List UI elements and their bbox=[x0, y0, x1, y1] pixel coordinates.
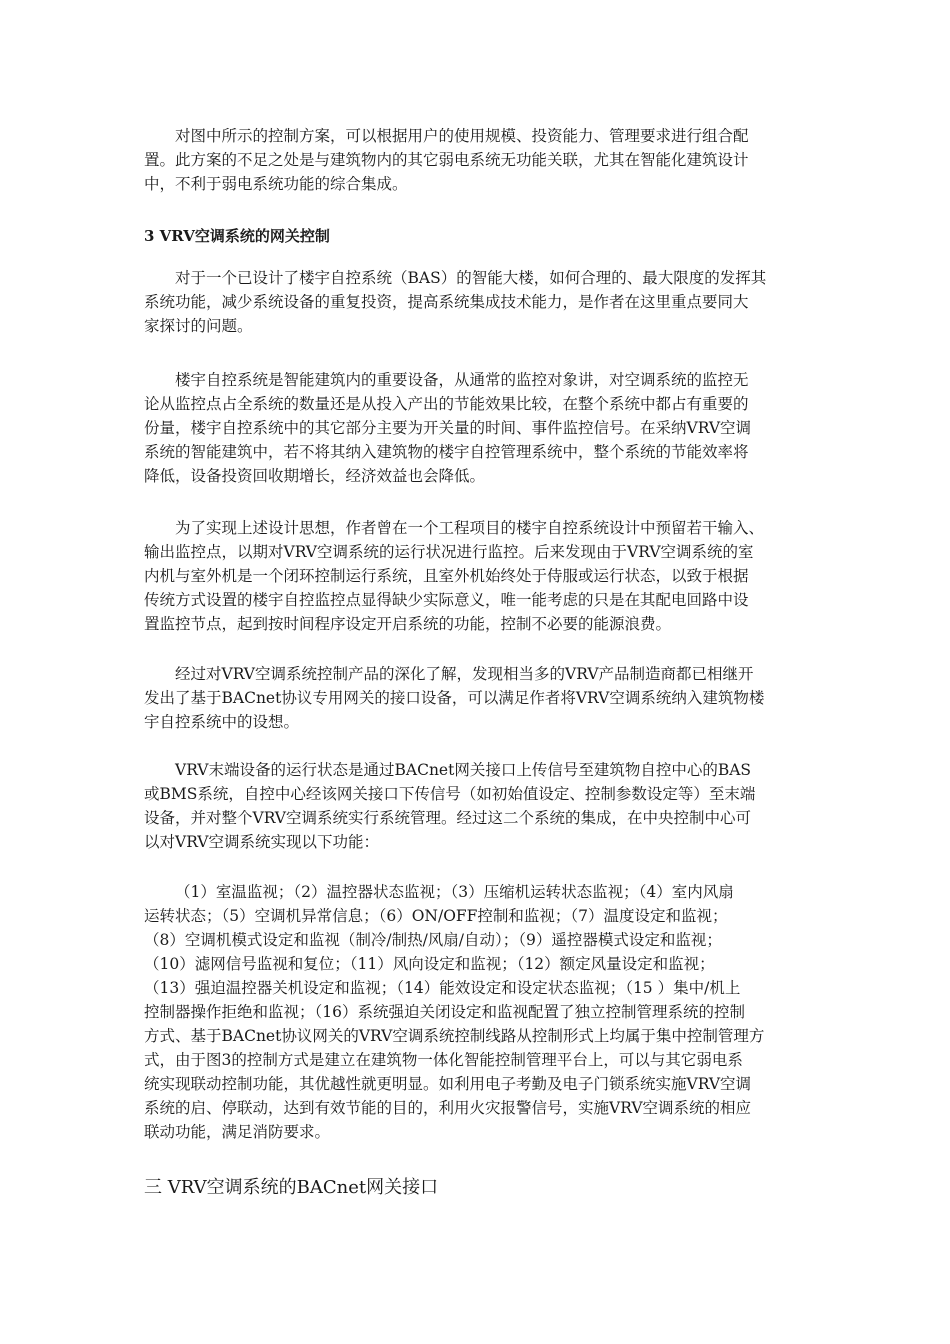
text-line: （10）滤网信号监视和复位；（11）风向设定和监视；（12）额定风量设定和监视； bbox=[144, 955, 715, 973]
text-line: 方式、基于BACnet协议网关的VRV空调系统控制线路从控制形式上均属于集中控制管理方 bbox=[144, 1027, 765, 1045]
text-line: 楼宇自控系统是智能建筑内的重要设备，从通常的监控对象讲，对空调系统的监控无 bbox=[175, 371, 749, 389]
text-line: 降低，设备投资回收期增长，经济效益也会降低。 bbox=[144, 467, 486, 485]
text-line: 置监控节点，起到按时间程序设定开启系统的功能，控制不必要的能源浪费。 bbox=[144, 615, 672, 633]
text-line: 式，由于图3的控制方式是建立在建筑物一体化智能控制管理平台上，可以与其它弱电系 bbox=[144, 1051, 743, 1069]
text-line: 置。此方案的不足之处是与建筑物内的其它弱电系统无功能关联，尤其在智能化建筑设计 bbox=[144, 151, 749, 169]
text-line: 系统的智能建筑中，若不将其纳入建筑物的楼宇自控管理系统中，整个系统的节能效率将 bbox=[144, 443, 749, 461]
text-line: 经过对VRV空调系统控制产品的深化了解，发现相当多的VRV产品制造商都已相继开 bbox=[175, 665, 754, 683]
paragraph-vrv-status bbox=[144, 758, 804, 854]
text-line: 或BMS系统，自控中心经该网关接口下传信号（如初始值设定、控制参数设定等）至末端 bbox=[144, 785, 756, 803]
text-line: 联动功能，满足消防要求。 bbox=[144, 1123, 331, 1141]
text-line: 运转状态；（5）空调机异常信息；（6）ON/OFF控制和监视；（7）温度设定和监视； bbox=[144, 907, 728, 925]
text-line: 内机与室外机是一个闭环控制运行系统，且室外机始终处于侍服或运行状态，以致于根据 bbox=[144, 567, 749, 585]
paragraph-control-scheme bbox=[144, 124, 804, 196]
text-line: 对图中所示的控制方案，可以根据用户的使用规模、投资能力、管理要求进行组合配 bbox=[175, 127, 749, 145]
text-line: 以对VRV空调系统实现以下功能： bbox=[144, 833, 380, 851]
paragraph-bacnet-gateway bbox=[144, 662, 804, 734]
paragraph-bas-importance bbox=[144, 368, 804, 488]
paragraph-bas-intro bbox=[144, 266, 804, 338]
text-line: 系统功能，减少系统设备的重复投资，提高系统集成技术能力，是作者在这里重点要同大 bbox=[144, 293, 749, 311]
text-line: 统实现联动控制功能，其优越性就更明显。如利用电子考勤及电子门锁系统实施VRV空调 bbox=[144, 1075, 752, 1093]
text-line: 宇自控系统中的设想。 bbox=[144, 713, 300, 731]
chapter-heading: 三 VRV空调系统的BACnet网关接口 bbox=[144, 1177, 439, 1198]
section-heading: 3 VRV空调系统的网关控制 bbox=[144, 227, 330, 245]
text-line: 家探讨的问题。 bbox=[144, 317, 253, 335]
text-line: 中，不利于弱电系统功能的综合集成。 bbox=[144, 175, 408, 193]
text-line: 论从监控点占全系统的数量还是从投入产出的节能效果比较，在整个系统中都占有重要的 bbox=[144, 395, 749, 413]
text-line: 输出监控点，以期对VRV空调系统的运行状况进行监控。后来发现由于VRV空调系统的室 bbox=[144, 543, 754, 561]
text-line: （13）强迫温控器关机设定和监视；（14）能效设定和设定状态监视；（15 ）集中/机上 bbox=[144, 979, 741, 997]
text-line: （1）室温监视；（2）温控器状态监视；（3）压缩机运转状态监视；（4）室内风扇 bbox=[175, 883, 734, 901]
paragraph-function-list bbox=[144, 880, 804, 1144]
text-line: 系统的启、停联动，达到有效节能的目的，利用火灾报警信号，实施VRV空调系统的相应 bbox=[144, 1099, 752, 1117]
text-line: 发出了基于BACnet协议专用网关的接口设备，可以满足作者将VRV空调系统纳入建筑物楼 bbox=[144, 689, 765, 707]
text-line: VRV末端设备的运行状态是通过BACnet网关接口上传信号至建筑物自控中心的BAS bbox=[175, 761, 752, 779]
text-line: （8）空调机模式设定和监视（制冷/制热/风扇/自动）；（9）遥控器模式设定和监视； bbox=[144, 931, 722, 949]
text-line: 为了实现上述设计思想，作者曾在一个工程项目的楼宇自控系统设计中预留若干输入、 bbox=[175, 519, 765, 537]
paragraph-design-idea bbox=[144, 516, 804, 636]
text-line: 传统方式设置的楼宇自控监控点显得缺少实际意义，唯一能考虑的只是在其配电回路中设 bbox=[144, 591, 749, 609]
text-line: 设备，并对整个VRV空调系统实行系统管理。经过这二个系统的集成，在中央控制中心可 bbox=[144, 809, 752, 827]
text-line: 对于一个已设计了楼宇自控系统（BAS）的智能大楼，如何合理的、最大限度的发挥其 bbox=[175, 269, 767, 287]
text-line: 份量，楼宇自控系统中的其它部分主要为开关量的时间、事件监控信号。在采纳VRV空调 bbox=[144, 419, 752, 437]
text-line: 控制器操作拒绝和监视；（16）系统强迫关闭设定和监视配置了独立控制管理系统的控制 bbox=[144, 1003, 745, 1021]
